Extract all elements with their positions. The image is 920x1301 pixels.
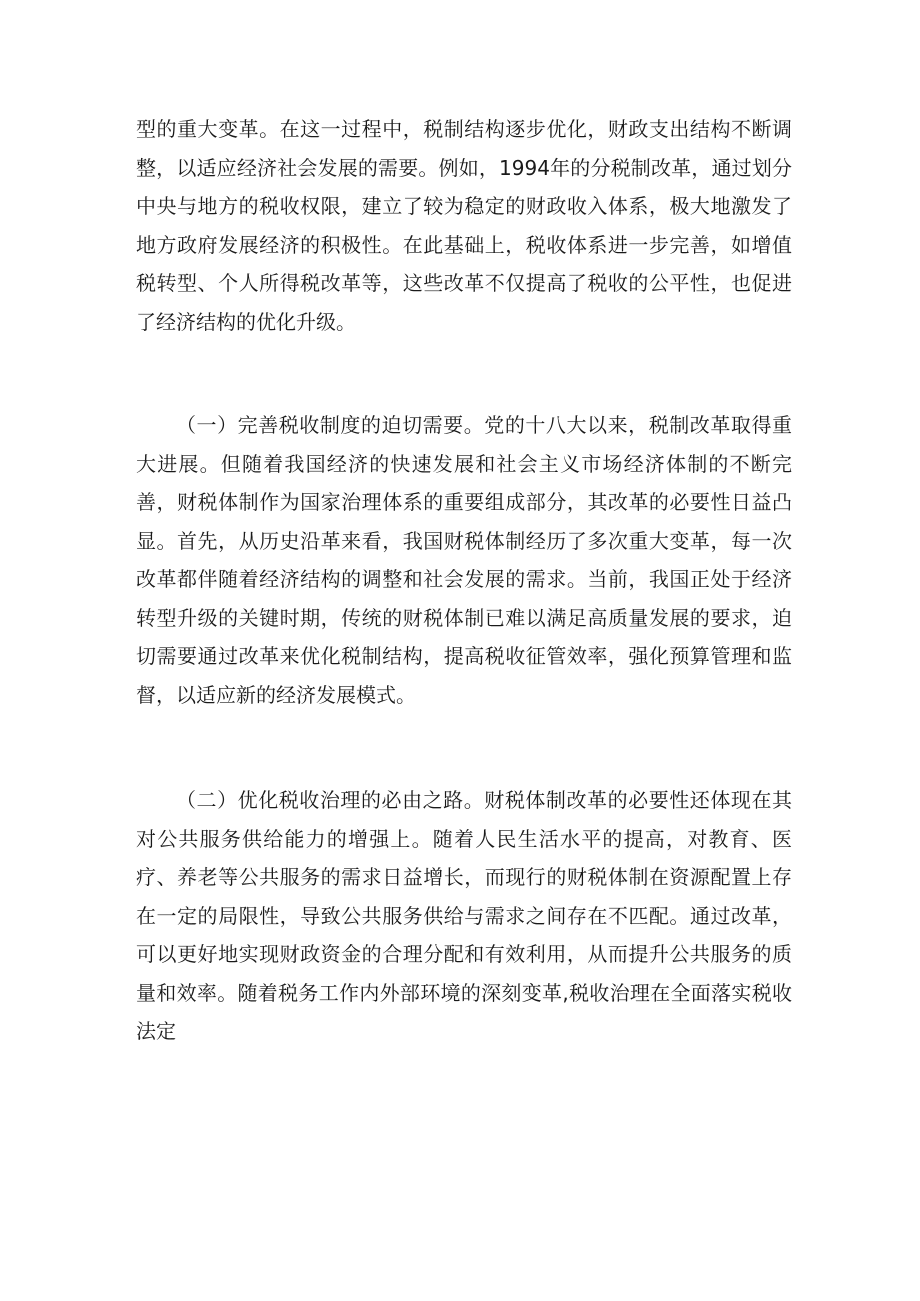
paragraph-section-2: （二）优化税收治理的必由之路。财税体制改革的必要性还体现在其对公共服务供给能力的增强上。随着人民生活水平的提高，对教育、医疗、养老等公共服务的需求日益增长，而现行的财税体制在资源配置上存在一定的局限性，导致公共服务供给与需求之间存在不匹配。通过改革，可以更好地实现财政资金的合理分配和有效利用，从而提升公共服务的质量和效率。随着税务工作内外部环境的深刻变革,税收治理在全面落实税收法定: [136, 788, 792, 1043]
document-page: [136, 110, 792, 1051]
paragraph-spacer: [136, 714, 792, 781]
paragraph-spacer: [136, 341, 792, 406]
paragraph-section-1: （一）完善税收制度的迫切需要。党的十八大以来，税制改革取得重大进展。但随着我国经济的快速发展和社会主义市场经济体制的不断完善，财税体制作为国家治理体系的重要组成部分，其改革的必要性日益凸显。首先，从历史沿革来看，我国财税体制经历了多次重大变革，每一次改革都伴随着经济结构的调整和社会发展的需求。当前，我国正处于经济转型升级的关键时期，传统的财税体制已难以满足高质量发展的要求，迫切需要通过改革来优化税制结构，提高税收征管效率，强化预算管理和监督，以适应新的经济发展模式。: [136, 413, 792, 707]
paragraph-continued: 型的重大变革。在这一过程中，税制结构逐步优化，财政支出结构不断调整，以适应经济社会发展的需要。例如，1994年的分税制改革，通过划分中央与地方的税收权限，建立了较为稳定的财政收入体系，极大地激发了地方政府发展经济的积极性。在此基础上，税收体系进一步完善，如增值税转型、个人所得税改革等，这些改革不仅提高了税收的公平性，也促进了经济结构的优化升级。: [136, 117, 792, 334]
